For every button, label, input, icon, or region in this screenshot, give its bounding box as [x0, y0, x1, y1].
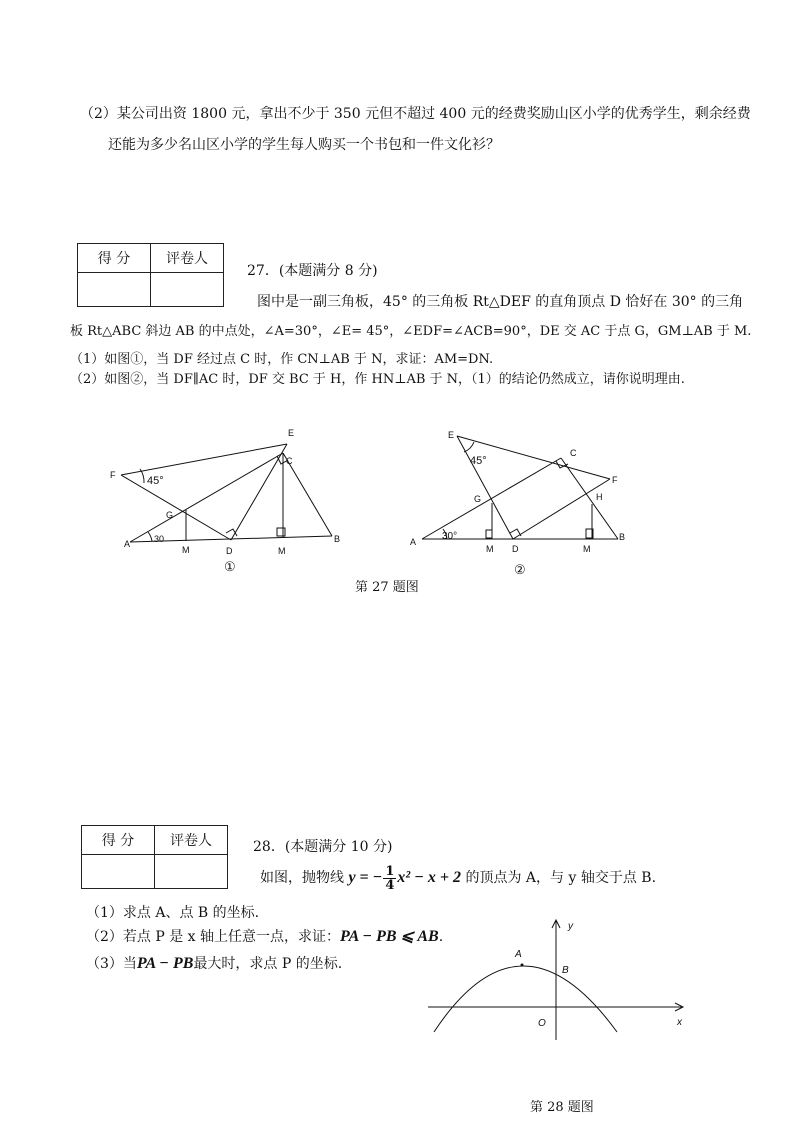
q27-grader-header: 评卷人	[151, 244, 224, 273]
q28-part2-post: .	[438, 929, 444, 945]
q27-part1: （1）如图①，当 DF 经过点 C 时，作 CN⊥AB 于 N，求证：AM=DN.	[70, 352, 494, 367]
fig2-label-30: 30°	[442, 531, 458, 542]
q28-label-b: B	[562, 965, 569, 976]
q28-label-x: x	[677, 1017, 682, 1028]
q28-grader-cell	[155, 855, 228, 889]
q28-eq-rest: x² − x + 2	[397, 869, 462, 886]
fig2-label-d: D	[512, 544, 519, 554]
fig1-right-angle-d	[226, 529, 237, 536]
q28-eq-den: 4	[385, 877, 395, 893]
fig1-label-30: 30	[154, 534, 165, 544]
q28-eq-fraction	[383, 865, 396, 892]
fig1-right-angle-n	[277, 528, 285, 536]
q27-intro-a: 图中是一副三角板，45° 的三角板 Rt△DEF 的直角顶点 D 恰好在 30° 的三角	[257, 294, 744, 310]
q27-fig2-caption: ②	[514, 563, 526, 578]
q27-intro-b: 板 Rt△ABC 斜边 AB 的中点处，∠A=30°，∠E= 45°，∠EDF=∠ACB=90°，DE 交 AC 于点 G，GM⊥AB 于 M.	[70, 324, 752, 339]
q26-part2-text-a: 某公司出资 1800 元，拿出不少于 350 元但不超过 400 元的经费奖励山区小学的优秀学生，剩余经费	[116, 106, 751, 122]
fig2-label-a: A	[410, 537, 417, 547]
q27-part2: （2）如图②，当 DF∥AC 时，DF 交 BC 于 H，作 HN⊥AB 于 N，（1）的结论仍然成立，请你说明理由.	[70, 372, 685, 387]
q28-part2-math: PA − PB ⩽ AB	[340, 928, 439, 945]
fig2-label-g: G	[474, 494, 482, 504]
q28-label-a: A	[515, 949, 522, 960]
q27-score-header: 得 分	[78, 244, 151, 273]
q28-part1: （1）求点 A、点 B 的坐标.	[86, 905, 260, 921]
q28-grader-header: 评卷人	[155, 826, 228, 855]
fig2-label-c: C	[570, 448, 577, 458]
q28-intro	[260, 863, 656, 895]
q28-title: 28．(本题满分 10 分)	[253, 839, 393, 855]
q28-part2-pre: （2）若点 P 是 x 轴上任意一点，求证：	[86, 929, 341, 945]
fig1-segment-ac	[130, 453, 283, 542]
fig2-right-angle-m	[486, 530, 492, 538]
q26-part2-label: （2）	[80, 106, 117, 122]
q28-eq-num: 1	[385, 863, 395, 879]
q28-part3-pre: （3）当	[86, 956, 137, 972]
fig2-label-m: M	[486, 544, 494, 554]
fig1-label-e: E	[288, 428, 295, 438]
q28-score-header: 得 分	[82, 826, 155, 855]
fig1-segment-fd	[121, 475, 231, 540]
q28-parabola-curve	[434, 966, 617, 1032]
q28-score-cell	[82, 855, 155, 889]
fig1-label-c: C	[286, 456, 293, 466]
q28-label-o: O	[538, 1018, 546, 1029]
q28-part3-post: 最大时，求点 P 的坐标.	[193, 956, 343, 972]
fig2-label-e: E	[448, 430, 455, 440]
fig2-label-h: H	[596, 492, 603, 502]
q28-figure-caption: 第 28 题图	[530, 1100, 594, 1115]
q27-grader-cell	[151, 273, 224, 307]
q26-part2-line1	[80, 105, 751, 123]
q27-figure2	[400, 420, 640, 560]
q28-intro-pre: 如图，抛物线	[260, 870, 344, 886]
fig1-angle-a-arc	[148, 532, 152, 541]
q28-part3-math: PA − PB	[136, 955, 194, 972]
fig2-segment-df	[513, 479, 610, 539]
fig2-label-b: B	[619, 532, 626, 542]
fig1-segment-fe	[121, 444, 287, 475]
fig1-label-n: M	[278, 546, 286, 556]
q27-figure-caption: 第 27 题图	[355, 580, 419, 595]
q28-parabola-graph	[420, 915, 700, 1045]
q28-score-table	[81, 825, 228, 889]
fig2-segment-cb	[561, 458, 618, 539]
q28-part2	[86, 928, 443, 946]
fig2-label-45: 45°	[470, 455, 487, 467]
fig1-label-f: F	[110, 470, 116, 480]
q27-score-table	[77, 243, 224, 307]
q26-part2-text-b: 还能为多少名山区小学的学生每人购买一个书包和一件文化衫？	[108, 137, 500, 153]
q28-vertex-point	[521, 964, 524, 967]
q26-part2-line2	[108, 136, 500, 154]
q27-score-cell	[78, 273, 151, 307]
fig2-label-f: F	[612, 475, 618, 485]
fig1-label-45: 45°	[147, 475, 164, 487]
q27-figure1	[100, 420, 360, 560]
q28-eq-y: y = −	[348, 869, 383, 886]
q28-part3	[86, 955, 342, 973]
fig1-label-a: A	[124, 539, 131, 549]
q28-label-y: y	[568, 921, 573, 932]
fig1-label-b: B	[334, 534, 341, 544]
fig2-label-n: M	[583, 544, 591, 554]
fig1-label-d: D	[226, 546, 233, 556]
q27-fig1-caption: ①	[224, 560, 236, 575]
fig1-label-g: G	[166, 510, 174, 520]
fig2-angle-e-arc	[464, 442, 474, 452]
q27-title: 27．(本题满分 8 分)	[247, 263, 378, 279]
q28-intro-post: 的顶点为 A，与 y 轴交于点 B.	[465, 870, 657, 886]
fig1-label-m: M	[182, 545, 190, 555]
